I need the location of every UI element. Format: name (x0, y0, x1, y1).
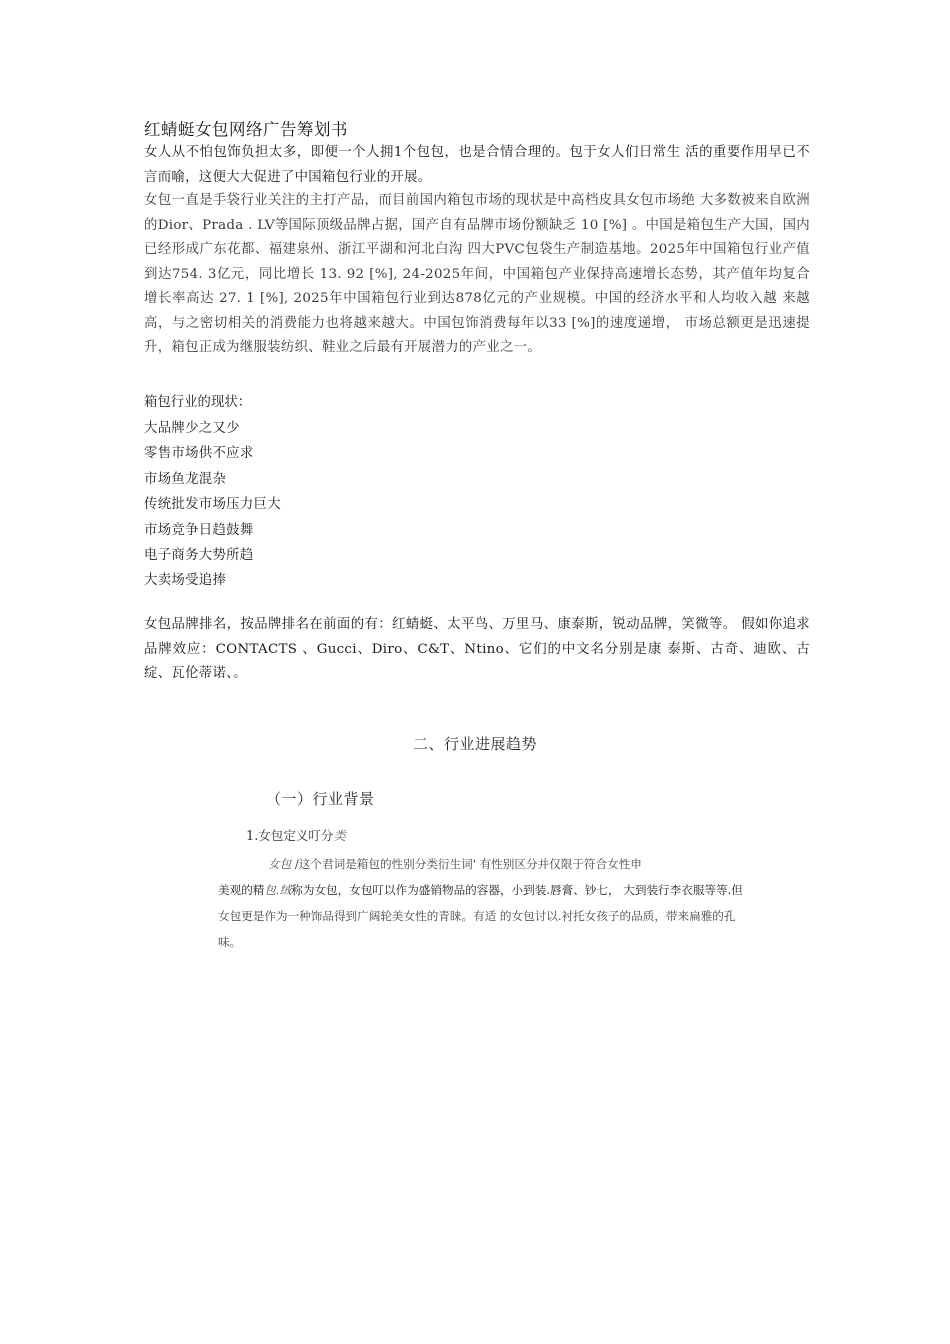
list-item: 市场竞争日趋鼓舞 (144, 522, 254, 538)
definition-emphasis: 包.绒 (264, 883, 292, 897)
subsection-title: （一）行业背景 (266, 790, 375, 808)
list-item: 零售市场供不应求 (144, 446, 254, 462)
list-item: 电子商务大势所趋 (144, 548, 254, 564)
definition-line (218, 929, 808, 955)
status-list (144, 416, 281, 594)
list-item: 大品牌少之又少 (144, 421, 240, 436)
item-label-suffix: 类 (333, 828, 346, 843)
brand-paragraph: 女包品牌排名，按品牌排名在前面的有：红蜻蜓、太平鸟、万里马、康泰斯，锐动品牌，笑微等。 假如你追求品牌效应：CONTACTS 、Gucci、Diro、C&T、Ntino、它们的中文名分别是康 泰斯、古奇、迪欧、古绽、瓦伦蒂诺、。 (144, 617, 810, 681)
definition-emphasis: 女包 (268, 857, 292, 871)
market-paragraph: 女包一直是手袋行业关注的主打产品，而目前国内箱包市场的现状是中高档皮具女包市场绝 大多数被来自欧洲的Dior、Prada . LV等国际顶级品牌占据，国产自有品牌市场份额缺乏 10 [%] 。中国是箱包生产大国，国内已经形成广东花都、福建泉州、浙江平湖和河北白沟 四大PVC包袋生产制造基地。2025年中国箱包行业产值到达754. 3亿元，同比增长 13. 92 [%], 24-2025年间，中国箱包产业保持高速增长态势，其产值年均复合增长率高达 27. 1 [%], 2025年中国箱包行业到达878亿元的产业规模。中国的经济水平和人均收入越 来越高，与之密切相关的消费能力也将越来越大。中国包饰消费每年以33 [%]的速度递增， 市场总额更是迅速提升，箱包正成为继服装纺织、鞋业之后最有开展潜力的产业之一。 (144, 193, 810, 355)
definition-line (218, 877, 808, 903)
list-item: 大卖场受追捧 (144, 573, 227, 589)
item-number: 1. (246, 829, 259, 844)
item-label: 女包定义叮分 (258, 828, 334, 843)
list-item: 市场鱼龙混杂 (144, 471, 227, 487)
document-title: 红蜻蜓女包网络广告筹划书 (144, 120, 348, 139)
section-title: 二、行业进展趋势 (412, 735, 537, 753)
list-item: 传统批发市场压力巨大 (144, 497, 281, 513)
intro-paragraph: 女人从不怕包饰负担太多，即便一个人拥1个包包，也是合情合理的。包于女人们日常生 活的重要作用早已不言而喻，这便大大促进了中国箱包行业的开展。 (144, 145, 810, 185)
definition-prefix: 美观的精 (218, 883, 265, 897)
definition-text: /这个君词是箱包的性别分类衍生词' 有性别区分并仅限于符合女性申 (291, 857, 642, 871)
definition-text: 称为女包，女包叮以作为盛销物品的容器，小到装.唇膏、钞七， 大到装行李衣服等等.但 (291, 883, 743, 897)
definition-text: 味。 (218, 935, 242, 949)
status-label: 箱包行业的现状： (144, 395, 252, 410)
definition-text: 女包更是作为一种饰品得到广阔轮美女性的青睐。有适 的女包讨以.衬托女孩子的品质，带来扁雅的孔 (218, 909, 736, 923)
definition-block (218, 851, 808, 955)
definition-line (218, 851, 808, 877)
definition-line (218, 903, 808, 929)
item-title (246, 826, 346, 844)
